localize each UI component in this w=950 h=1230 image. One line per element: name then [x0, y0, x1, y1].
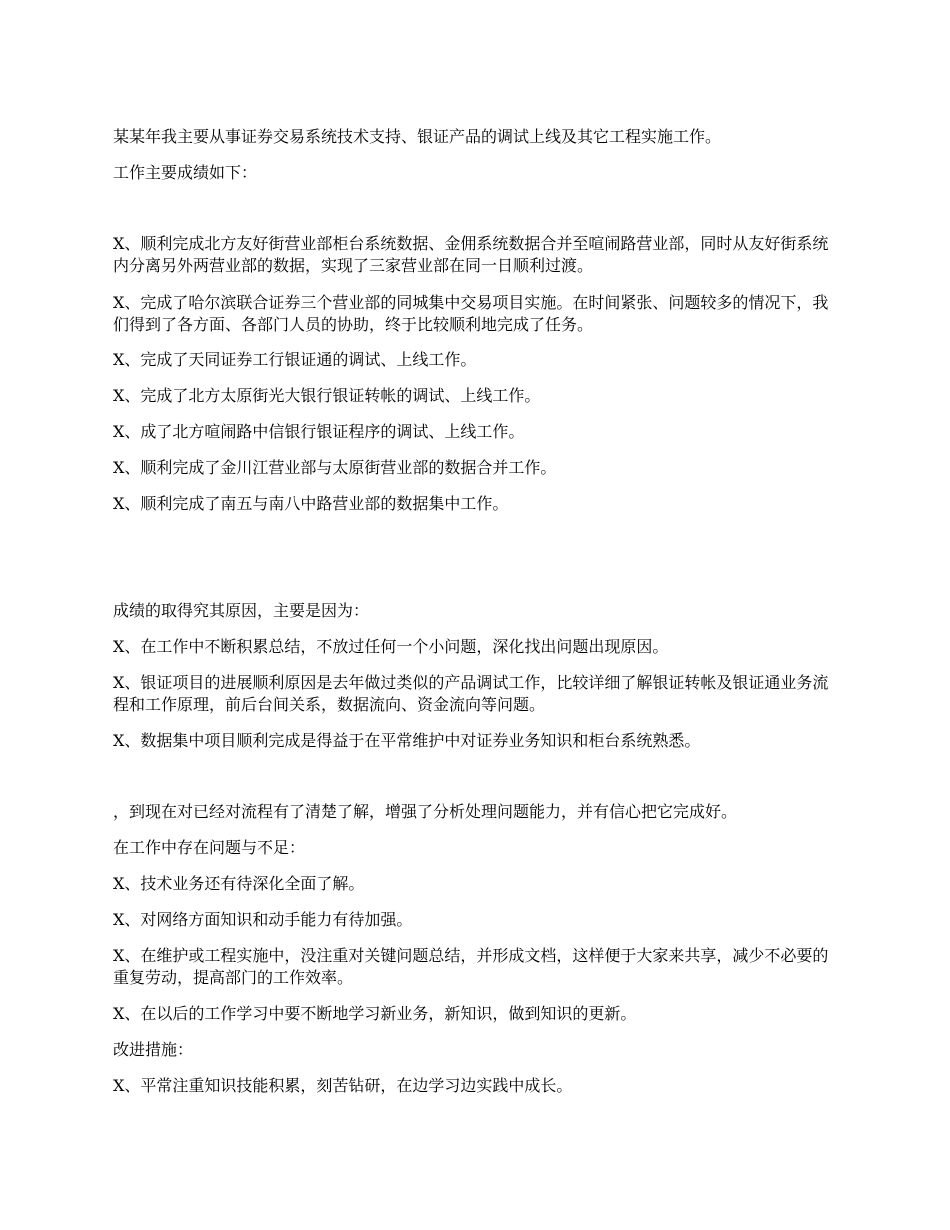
paragraph-improvement-heading: 改进措施：: [113, 1040, 194, 1059]
paragraph-achievement-7: X、顺利完成了南五与南八中路营业部的数据集中工作。: [113, 494, 509, 513]
paragraph-reason-2: X、银证项目的进展顺利原因是去年做过类似的产品调试工作，比较详细了解银证转帐及银证通业务流程和工作原理，前后台间关系，数据流向、资金流向等问题。: [113, 673, 829, 714]
paragraph-achievement-2: X、完成了哈尔滨联合证券三个营业部的同城集中交易项目实施。在时间紧张、问题较多的情况下，我们得到了各方面、各部门人员的协助，终于比较顺利地完成了任务。: [113, 293, 829, 334]
paragraph-reason-3: X、数据集中项目顺利完成是得益于在平常维护中对证券业务知识和柜台系统熟悉。: [113, 731, 701, 750]
paragraph-achievement-5: X、成了北方喧闹路中信银行银证程序的调试、上线工作。: [113, 422, 525, 441]
paragraph-achievement-6: X、顺利完成了金川江营业部与太原街营业部的数据合并工作。: [113, 458, 557, 477]
paragraph-understanding: ，到现在对已经对流程有了清楚了解，增强了分析处理问题能力，并有信心把它完成好。: [113, 802, 738, 821]
paragraph-problem-4: X、在以后的工作学习中要不断地学习新业务，新知识，做到知识的更新。: [113, 1004, 637, 1023]
paragraph-achievement-1: X、顺利完成北方友好街营业部柜台系统数据、金佣系统数据合并至喧闹路营业部，同时从友好街系统内分离另外两营业部的数据，实现了三家营业部在同一日顺利过渡。: [113, 234, 829, 275]
paragraph-reason-1: X、在工作中不断积累总结，不放过任何一个小问题，深化找出问题出现原因。: [113, 637, 669, 656]
paragraph-improvement-1: X、平常注重知识技能积累，刻苦钻研，在边学习边实践中成长。: [113, 1076, 573, 1095]
paragraph-problem-3: X、在维护或工程实施中，没注重对关键问题总结，并形成文档，这样便于大家来共享，减少不必要的重复劳动，提高部门的工作效率。: [113, 946, 829, 987]
paragraph-problem-1: X、技术业务还有待深化全面了解。: [113, 874, 365, 893]
paragraph-reasons-heading: 成绩的取得究其原因，主要是因为：: [113, 601, 370, 620]
paragraph-problems-heading: 在工作中存在问题与不足：: [113, 838, 306, 857]
paragraph-achievement-3: X、完成了天同证券工行银证通的调试、上线工作。: [113, 350, 477, 369]
paragraph-intro: 某某年我主要从事证券交易系统技术支持、银证产品的调试上线及其它工程实施工作。: [113, 127, 722, 146]
paragraph-achievement-4: X、完成了北方太原街光大银行银证转帐的调试、上线工作。: [113, 386, 541, 405]
paragraph-problem-2: X、对网络方面知识和动手能力有待加强。: [113, 910, 413, 929]
paragraph-achievements-heading: 工作主要成绩如下：: [113, 163, 258, 182]
